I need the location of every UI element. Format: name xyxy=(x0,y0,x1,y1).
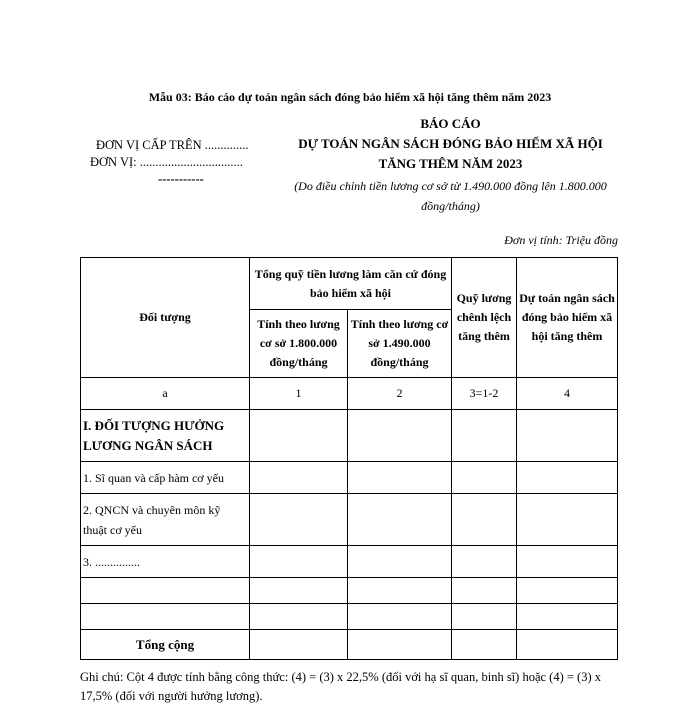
data-cell xyxy=(250,546,348,578)
header-doi-tuong: Đối tượng xyxy=(81,258,250,378)
data-cell xyxy=(517,494,618,546)
data-cell xyxy=(517,410,618,462)
data-cell xyxy=(517,578,618,604)
budget-table xyxy=(80,257,618,660)
data-cell xyxy=(250,630,348,660)
data-cell xyxy=(250,578,348,604)
data-cell xyxy=(452,604,517,630)
report-subtitle: DỰ TOÁN NGÂN SÁCH ĐÓNG BẢO HIỂM XÃ HỘI TĂNG THÊM NĂM 2023 xyxy=(298,136,603,171)
issuing-unit-block xyxy=(90,137,280,188)
data-cell xyxy=(452,546,517,578)
data-cell xyxy=(452,578,517,604)
header-col3: Quỹ lương chênh lệch tăng thêm xyxy=(452,258,517,378)
index-cell: a xyxy=(81,378,250,410)
data-cell xyxy=(517,630,618,660)
data-cell xyxy=(452,462,517,494)
report-note: (Do điều chỉnh tiền lương cơ sở từ 1.490.000 đồng lên 1.800.000 đồng/tháng) xyxy=(294,179,607,213)
row-label: 2. QNCN và chuyên môn kỹ thuật cơ yếu xyxy=(81,494,250,546)
total-label: Tổng cộng xyxy=(81,630,250,660)
data-cell xyxy=(517,604,618,630)
data-cell xyxy=(348,604,452,630)
parent-unit-line: ĐƠN VỊ CẤP TRÊN .............. xyxy=(96,138,249,152)
row-label xyxy=(81,578,250,604)
index-cell: 4 xyxy=(517,378,618,410)
data-cell xyxy=(250,462,348,494)
data-cell xyxy=(348,630,452,660)
table-row xyxy=(81,410,618,462)
data-cell xyxy=(517,546,618,578)
table-row xyxy=(81,494,618,546)
table-row xyxy=(81,546,618,578)
table-row xyxy=(81,578,618,604)
header-col2: Tính theo lương cơ sở 1.490.000 đồng/tháng xyxy=(348,310,452,378)
data-cell xyxy=(452,410,517,462)
data-cell xyxy=(348,410,452,462)
form-title: Mẫu 03: Báo cáo dự toán ngân sách đóng bảo hiểm xã hội tăng thêm năm 2023 xyxy=(148,90,552,104)
report-heading xyxy=(283,114,618,216)
data-cell xyxy=(452,630,517,660)
row-label: I. ĐỐI TƯỢNG HƯỞNG LƯƠNG NGÂN SÁCH xyxy=(81,410,250,462)
header-tong-quy: Tổng quỹ tiền lương làm căn cứ đóng bảo hiểm xã hội xyxy=(250,258,452,310)
unit-line: ĐƠN VỊ: ................................. xyxy=(90,155,243,169)
index-row xyxy=(81,378,618,410)
index-cell: 2 xyxy=(348,378,452,410)
data-cell xyxy=(250,410,348,462)
row-label: 3. ............... xyxy=(81,546,250,578)
data-cell xyxy=(348,546,452,578)
currency-unit: Đơn vị tính: Triệu đồng xyxy=(504,233,618,247)
row-label xyxy=(81,604,250,630)
data-cell xyxy=(452,494,517,546)
table-row xyxy=(81,604,618,630)
data-cell xyxy=(348,578,452,604)
index-cell: 1 xyxy=(250,378,348,410)
table-row xyxy=(81,462,618,494)
footnote: Ghi chú: Cột 4 được tính bằng công thức: (4) = (3) x 22,5% (đối với hạ sĩ quan, binh sĩ) hoặc (4) = (3) x 17,5% (đối với người hưởng lương). xyxy=(80,670,601,703)
data-cell xyxy=(348,494,452,546)
header-col1: Tính theo lương cơ sở 1.800.000 đồng/tháng xyxy=(250,310,348,378)
data-cell xyxy=(250,604,348,630)
index-cell: 3=1-2 xyxy=(452,378,517,410)
total-row xyxy=(81,630,618,660)
data-cell xyxy=(250,494,348,546)
data-cell xyxy=(348,462,452,494)
row-label: 1. Sĩ quan và cấp hàm cơ yếu xyxy=(81,462,250,494)
header-col4: Dự toán ngân sách đóng bảo hiểm xã hội tăng thêm xyxy=(517,258,618,378)
unit-divider: ----------- xyxy=(158,172,204,186)
data-cell xyxy=(517,462,618,494)
report-title: BÁO CÁO xyxy=(420,116,481,131)
